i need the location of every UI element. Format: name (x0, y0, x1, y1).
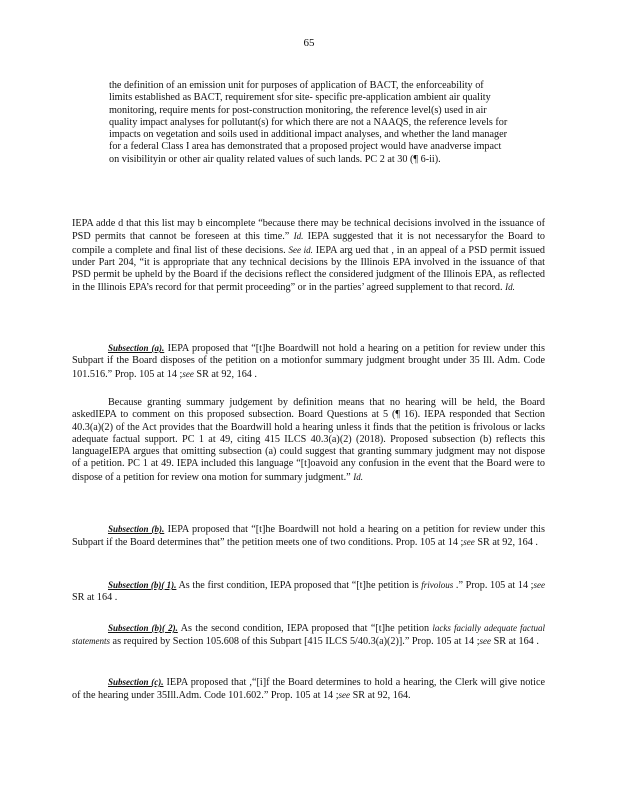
citation-id: Id. (293, 231, 304, 242)
text-run: as required by Section 105.608 of this Subpart [415 ILCS 5/40.3(a)(2)].” Prop. 105 at 14 ; (110, 636, 480, 648)
paragraph-text (72, 579, 545, 605)
citation-see-id: See id. (288, 244, 313, 255)
text-run: IEPA adde d that this list may b eincomplete “because there may be technical decisions involved in the issuance of PSD permits that cannot be foreseen at this time.” (72, 218, 545, 243)
paragraph-text (72, 523, 545, 550)
signal-see: see (533, 580, 545, 590)
paragraph-subsection-a (72, 342, 545, 381)
text-run: IEPA proposed that “[t]he Boardwill not hold a hearing on a petition for review under this Subpart if the Board determines that” the petition meets one of two conditions. Prop. 105 at 14 ; (72, 524, 545, 549)
subsection-heading: Subsection (c). (108, 677, 164, 687)
signal-see: see (338, 690, 351, 701)
text-run: As the second condition, IEPA proposed that “[t]he petition (177, 623, 433, 634)
text-run: .” Prop. 105 at 14 ; (453, 580, 534, 591)
citation-id: Id. (353, 471, 363, 482)
text-run: IEPA proposed that “[t]he Boardwill not hold a hearing on a petition for review under this Subpart if the Board disposes of the petition on a motionfor summary judgment brought under 35 Ill. Adm. Code 101.516.” Prop. 105 at 14 ; (72, 343, 545, 380)
text-run: IEPA suggested that it is not necessaryfor the Board to compile a complete and final list of these decisions. (72, 231, 546, 256)
subsection-heading: Subsection (b)( 1). (108, 580, 177, 590)
paragraph-summary-judgment (72, 397, 545, 484)
text-run: SR at 164 . (491, 636, 539, 648)
text-run: SR at 92, 164. (350, 690, 411, 702)
text-run: SR at 92, 164 . (474, 537, 538, 549)
text-run: Because granting summary judgement by definition means that no hearing will be held, the Board askedIEPA to comment on this proposed subsection. Board Questions at 5 (¶ 16). IEPA responded that Section 40.3(a)(2) of the Act provides that the Boardwill hold a hearing unless it finds that the petition is frivolous or lacks adequate factual support. PC 1 at 49, citing 415 ILCS 40.3(a)(2) (2018). Proposed subsection (b) reflects this languageIEPA argues that omitting subsection (a) could suggest that granting summary judgment may not dispose of a petition. PC 1 at 49. IEPA included this language “[t]oavoid any confusion in the event that the Board were to dispose of a petition for review ona motion for summary judgment.” (72, 397, 545, 483)
block-quote (109, 80, 509, 166)
paragraph-subsection-b2 (72, 622, 545, 649)
term-lacks: lacks facially adequate factual statements (72, 623, 546, 647)
citation-id: Id. (505, 282, 515, 293)
term-frivolous: frivolous (421, 580, 454, 590)
text-run: As the first condition, IEPA proposed that “[t]he petition is (176, 580, 422, 591)
paragraph-text (72, 342, 545, 381)
paragraph-text (72, 218, 545, 295)
paragraph-iepa-list (72, 218, 545, 295)
paragraph-subsection-b (72, 523, 545, 550)
text-run: SR at 164 . (72, 592, 118, 604)
subsection-heading: Subsection (b)( 2). (108, 623, 178, 633)
page-number: 65 (303, 37, 315, 49)
paragraph-text (72, 622, 545, 649)
text-run: IEPA arg ued that , in an appeal of a PSD permit issued under Part 204, “it is appropriate that any technical decisions by the Illinois EPA involved in the issuance of that PSD permit be upheld by the Board if the decisions reflect the considered judgment of the Illinois EPA, as reflected in the Illinois EPA’s record for that permit proceeding” or in the parties’ agreed supplement to that record. (72, 244, 545, 294)
paragraph-subsection-b1 (72, 579, 545, 605)
signal-see: see (182, 368, 194, 379)
subsection-heading: Subsection (a). (108, 343, 165, 353)
text-run: SR at 92, 164 . (193, 368, 257, 380)
paragraph-text (72, 397, 545, 484)
paragraph-subsection-c (72, 676, 545, 703)
text-run: IEPA proposed that ,“[i]f the Board determines to hold a hearing, the Clerk will give notice of the hearing under 35Ill.Adm. Code 101.602.” Prop. 105 at 14 ; (72, 677, 546, 702)
quote-text: the definition of an emission unit for purposes of application of BACT, the enforceability of limits established as BACT, requirement sfor site- specific pre-application ambient air quality monitoring, require ments for post-construction monitoring, the reference level(s) used in air quality impact analyses for pollutant(s) for which there are not a NAAQS, the reference levels for impacts on vegetation and soils used in additional impact analyses, and whether the land manager for a federal Class I area has demonstrated that a proposed project would have anadverse impact on visibilityin or other air quality related values of such lands. PC 2 at 30 (¶ 6-ii). (109, 80, 508, 165)
paragraph-text (72, 676, 545, 703)
subsection-heading: Subsection (b). (108, 524, 165, 534)
signal-see: see (479, 636, 492, 647)
signal-see: see (463, 537, 475, 548)
